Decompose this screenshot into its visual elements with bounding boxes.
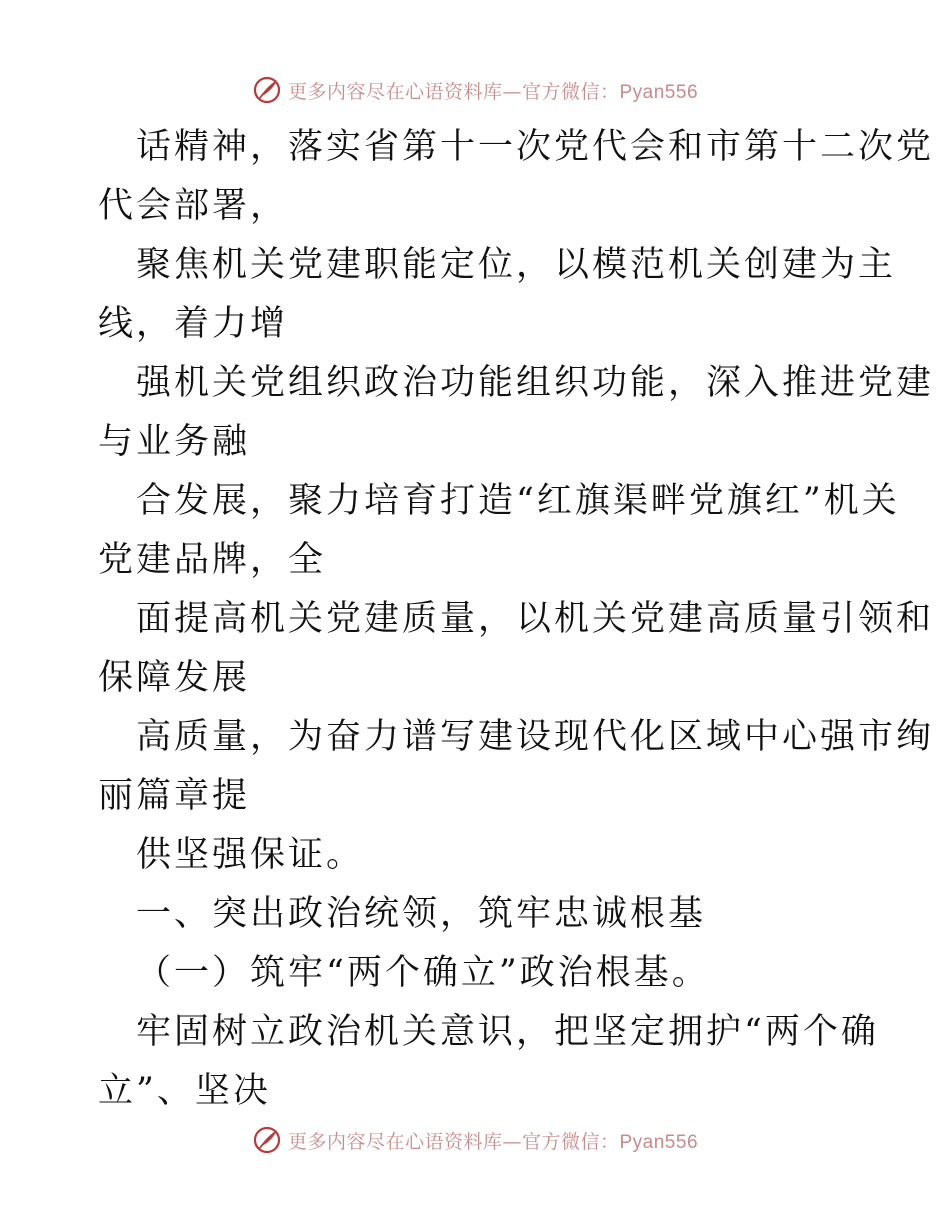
document-body (98, 118, 935, 1121)
text-line: 强机关党组织政治功能组织功能，深入推进党建 (136, 363, 935, 403)
text-line: 与业务融 (98, 422, 251, 462)
footer-wechat-id: Pyan556 (619, 1131, 699, 1153)
text-line: 立”、坚决 (98, 1071, 271, 1111)
text-line: 牢固树立政治机关意识，把坚定拥护“两个确 (136, 1012, 879, 1052)
text-line: 代会部署， (98, 186, 289, 226)
header-wechat-id: Pyan556 (619, 81, 699, 103)
footer-banner (0, 1120, 950, 1160)
text-line: 合发展，聚力培育打造“红旗渠畔党旗红”机关 (136, 481, 900, 521)
text-line: 话精神，落实省第十一次党代会和市第十二次党 (136, 127, 935, 167)
text-line: （一）筑牢“两个确立”政治根基。 (136, 953, 710, 993)
text-line: 丽篇章提 (98, 776, 251, 816)
text-line: 一、突出政治统领，筑牢忠诚根基 (136, 894, 707, 934)
footer-banner-text (288, 1127, 698, 1154)
header-banner-label: 更多内容尽在心语资料库—官方微信： (287, 80, 620, 103)
text-line: 聚焦机关党建职能定位，以模范机关创建为主 (136, 245, 897, 285)
header-banner-text (288, 77, 698, 104)
quill-logo-icon (252, 75, 282, 105)
text-line: 供坚强保证。 (136, 835, 365, 875)
text-line: 线，着力增 (98, 304, 289, 344)
header-banner (0, 70, 950, 110)
text-line: 保障发展 (98, 658, 251, 698)
text-line: 党建品牌，全 (98, 540, 327, 580)
footer-banner-label: 更多内容尽在心语资料库—官方微信： (287, 1130, 620, 1153)
quill-logo-icon (252, 1125, 282, 1155)
text-line: 面提高机关党建质量，以机关党建高质量引领和 (136, 599, 935, 639)
text-line: 高质量，为奋力谱写建设现代化区域中心强市绚 (136, 717, 935, 757)
